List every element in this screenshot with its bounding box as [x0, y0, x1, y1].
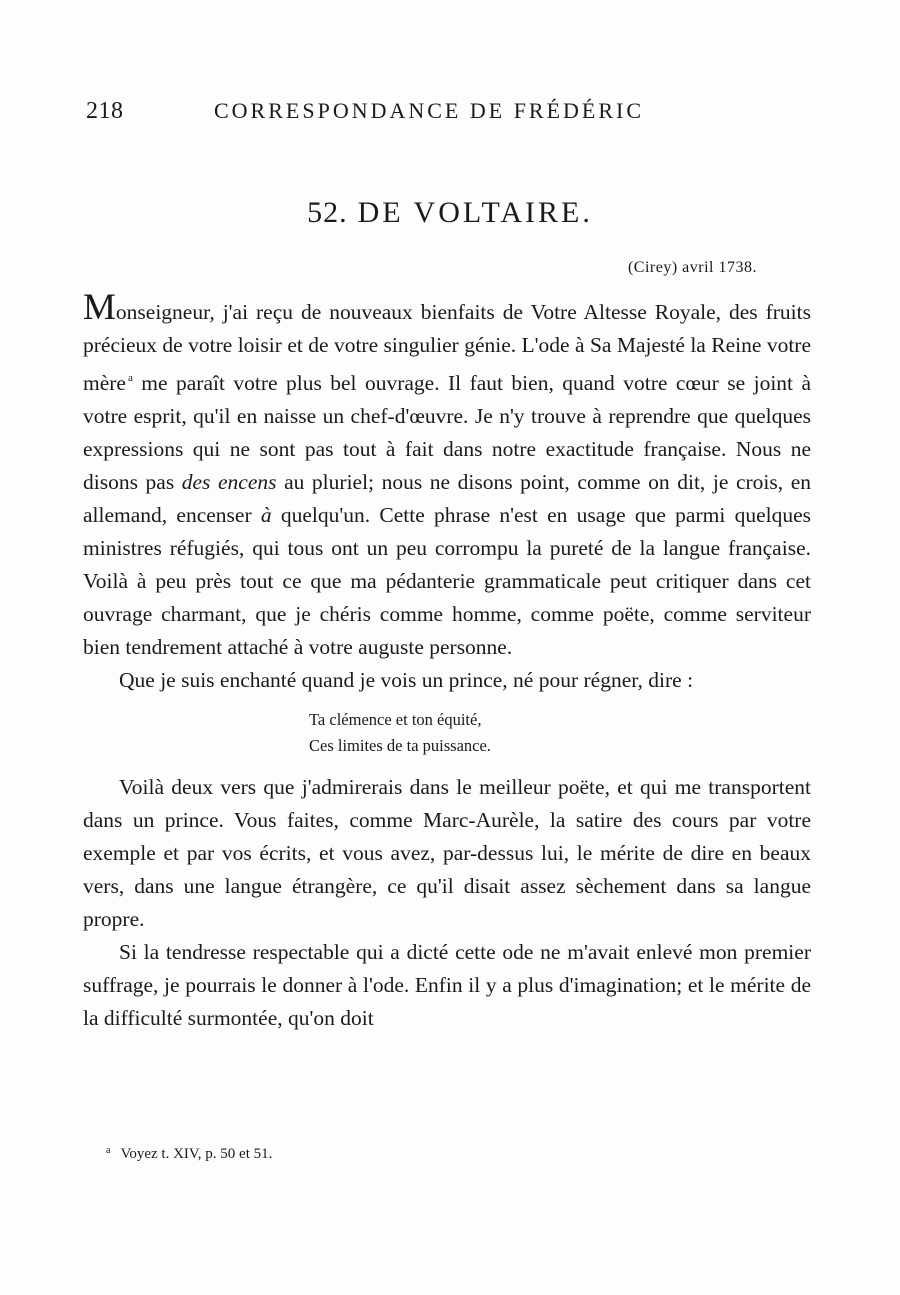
- page-number: 218: [86, 98, 124, 124]
- italic-a: à: [260, 503, 272, 527]
- paragraph-1-part-b: me paraît votre plus bel ouvrage. Il faut bien, quand votre cœur se joint à votre esprit, qu'il en naisse un chef-d'œuvre. Je n'y trouve à reprendre que quelques expressions qui ne sont pas tout à fait dans notre exactitude française. Nous ne disons pas: [83, 371, 811, 494]
- footnote-text: Voyez t. XIV, p. 50 et 51.: [120, 1146, 273, 1162]
- verse-line: Ta clémence et ton équité,: [309, 710, 482, 729]
- footnote-reference: a: [127, 372, 133, 384]
- dropcap: M: [83, 287, 116, 328]
- letter-date: (Cirey) avril 1738.: [627, 259, 757, 276]
- letter-number: 52.: [307, 196, 348, 229]
- running-head: CORRESPONDANCE DE FRÉDÉRIC: [214, 98, 645, 123]
- letter-body: [83, 287, 811, 1035]
- footnote-mark: a: [106, 1145, 111, 1156]
- verse-quote: [309, 707, 811, 759]
- italic-des-encens: des encens: [181, 470, 277, 494]
- letter-heading: DE VOLTAIRE.: [357, 196, 593, 229]
- footnote: [106, 1145, 272, 1163]
- verse-line: Ces limites de ta puissance.: [309, 736, 491, 755]
- paragraph-1-part-d: quelqu'un. Cette phrase n'est en usage que parmi quelques ministres réfugiés, qui tous ont un peu corrompu la pureté de la langue française. Voilà à peu près tout ce que ma pédanterie grammaticale peut critiquer dans cet ouvrage charmant, que je chéris comme homme, comme poëte, comme serviteur bien tendrement attaché à votre auguste personne.: [83, 503, 811, 659]
- paragraph-1-part-c: au pluriel; nous ne disons point, comme on dit, je crois, en allemand, encenser: [83, 470, 811, 527]
- paragraph-3: Voilà deux vers que j'admirerais dans le meilleur poëte, et qui me transportent dans un prince. Vous faites, comme Marc-Aurèle, la satire des cours par votre exemple et par vos écrits, et vous avez, par-dessus lui, le mérite de dire en beaux vers, dans une langue étrangère, ce qu'il disait assez sèchement dans sa langue propre.: [83, 775, 811, 931]
- paragraph-1-part-a: onseigneur, j'ai reçu de nouveaux bienfaits de Votre Altesse Royale, des fruits précieux de votre loisir et de votre singulier génie. L'ode à Sa Majesté la Reine votre mère: [83, 300, 811, 395]
- paragraph-4: Si la tendresse respectable qui a dicté cette ode ne m'avait enlevé mon premier suffrage, je pourrais le donner à l'ode. Enfin il y a plus d'imagination; et le mérite de la difficulté surmontée, qu'on doit: [83, 940, 811, 1030]
- letter-title: [0, 196, 900, 230]
- paragraph-2: Que je suis enchanté quand je vois un prince, né pour régner, dire :: [119, 668, 694, 692]
- paragraph-1: [83, 287, 811, 664]
